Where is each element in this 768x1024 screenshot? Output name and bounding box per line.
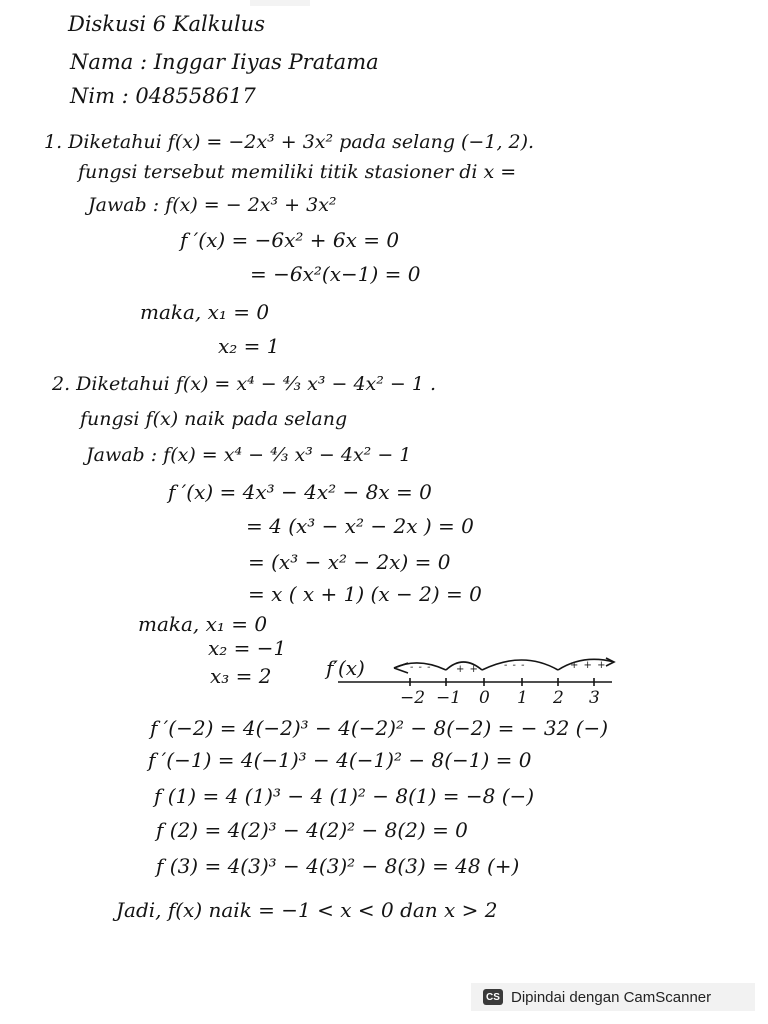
evaluation-line-5: f (3) = 4(3)³ − 4(3)² − 8(3) = 48 (+): [156, 854, 520, 878]
sign-segment-4: + + +: [570, 660, 607, 671]
name-line: Nama : Inggar Iiyas Pratama: [70, 50, 379, 74]
tick-label: 1: [517, 688, 528, 708]
conclusion-line: Jadi, f(x) naik = −1 < x < 0 dan x > 2: [116, 898, 498, 922]
evaluation-line-1: f ′(−2) = 4(−2)³ − 4(−2)² − 8(−2) = − 32 (−): [150, 716, 609, 740]
evaluation-line-4: f (2) = 4(2)³ − 4(2)² − 8(2) = 0: [156, 818, 468, 842]
sign-segment-3: - - -: [504, 660, 526, 671]
nim-line: Nim : 048558617: [70, 84, 256, 108]
sign-segment-2: + +: [456, 664, 479, 675]
q1-root-1: maka, x₁ = 0: [140, 300, 270, 324]
q2-root-2: x₂ = −1: [208, 636, 287, 660]
q1-answer-line-1: Jawab : f(x) = − 2x³ + 3x²: [88, 194, 337, 216]
evaluation-line-3: f (1) = 4 (1)³ − 4 (1)² − 8(1) = −8 (−): [154, 784, 535, 808]
document-title: Diskusi 6 Kalkulus: [68, 12, 265, 36]
sign-segment-1: - - -: [410, 662, 432, 673]
evaluation-line-2: f ′(−1) = 4(−1)³ − 4(−1)² − 8(−1) = 0: [148, 748, 532, 772]
q1-answer-line-2: f ′(x) = −6x² + 6x = 0: [180, 228, 400, 252]
q2-factor-2: = (x³ − x² − 2x) = 0: [248, 550, 451, 574]
q2-root-1: maka, x₁ = 0: [138, 612, 268, 636]
tick-label: −1: [436, 688, 462, 708]
q1-root-2: x₂ = 1: [218, 334, 280, 358]
q2-answer-line-1: Jawab : f(x) = x⁴ − ⁴⁄₃ x³ − 4x² − 1: [86, 444, 412, 466]
q2-root-3: x₃ = 2: [210, 664, 272, 688]
camscanner-logo-icon: CS: [483, 989, 503, 1005]
q2-factor-1: = 4 (x³ − x² − 2x ) = 0: [246, 514, 474, 538]
q2-derivative: f ′(x) = 4x³ − 4x² − 8x = 0: [168, 480, 432, 504]
q2-question: fungsi f(x) naik pada selang: [80, 408, 348, 430]
q1-answer-line-3: = −6x²(x−1) = 0: [250, 262, 421, 286]
scan-smudge: [250, 0, 310, 6]
tick-label: 0: [479, 688, 490, 708]
sign-chart-label: f′(x): [326, 656, 365, 680]
q1-question: fungsi tersebut memiliki titik stasioner di x =: [78, 161, 517, 183]
tick-label: 3: [589, 688, 600, 708]
sign-chart: [318, 652, 618, 708]
tick-label: −2: [400, 688, 426, 708]
q1-statement: 1. Diketahui f(x) = −2x³ + 3x² pada selang (−1, 2).: [44, 131, 535, 153]
camscanner-watermark: [471, 983, 755, 1011]
q2-statement: 2. Diketahui f(x) = x⁴ − ⁴⁄₃ x³ − 4x² − 1 .: [52, 373, 437, 395]
tick-label: 2: [553, 688, 564, 708]
watermark-text: Dipindai dengan CamScanner: [511, 988, 712, 1006]
q2-factor-3: = x ( x + 1) (x − 2) = 0: [248, 582, 482, 606]
